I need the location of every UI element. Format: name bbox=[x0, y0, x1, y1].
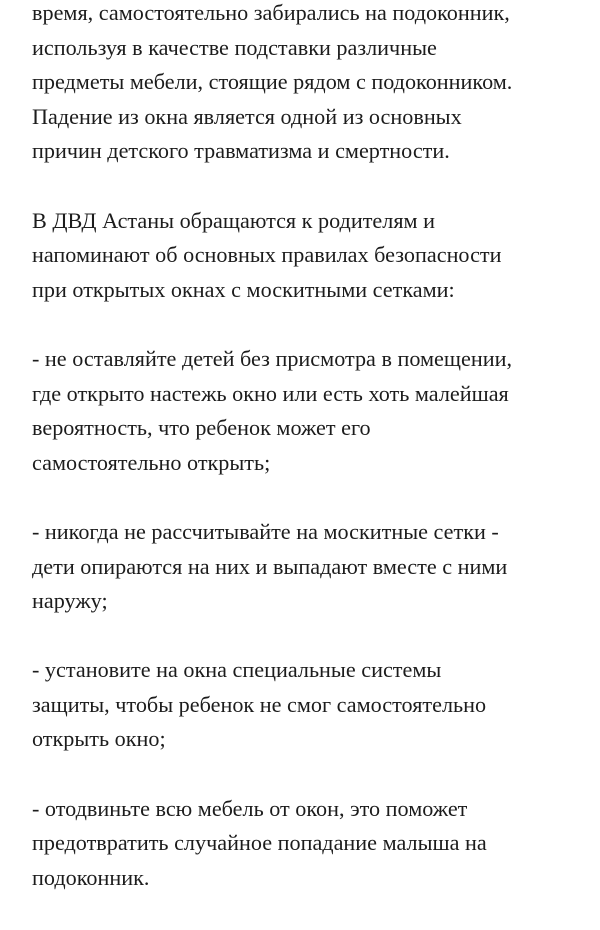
paragraph-rule-furniture bbox=[32, 792, 588, 896]
paragraph-appeal bbox=[32, 204, 588, 308]
text-line: Падение из окна является одной из основных bbox=[32, 103, 462, 129]
paragraph-rule-protection-systems bbox=[32, 653, 588, 757]
text-line: защиты, чтобы ребенок не смог самостоятельно bbox=[32, 691, 487, 717]
text-line: самостоятельно открыть; bbox=[32, 449, 271, 475]
text-line: при открытых окнах с москитными сетками: bbox=[32, 276, 455, 302]
text-line: где открыто настежь окно или есть хоть малейшая bbox=[32, 380, 509, 406]
text-line: - установите на окна специальные системы bbox=[32, 657, 442, 683]
text-line: напоминают об основных правилах безопасности bbox=[32, 242, 502, 268]
text-line: - не оставляйте детей без присмотра в помещении, bbox=[32, 345, 513, 371]
text-line: время, самостоятельно забирались на подоконник, bbox=[32, 0, 510, 25]
paragraph-rule-supervision bbox=[32, 342, 588, 480]
text-line: предметы мебели, стоящие рядом с подоконником. bbox=[32, 69, 513, 95]
text-line: предотвратить случайное попадание малыша на bbox=[32, 830, 487, 856]
text-line: - никогда не рассчитывайте на москитные сетки - bbox=[32, 518, 499, 544]
text-line: наружу; bbox=[32, 588, 108, 614]
text-line: открыть окно; bbox=[32, 726, 166, 752]
text-line: используя в качестве подставки различные bbox=[32, 34, 437, 60]
text-line: подоконник. bbox=[32, 864, 150, 890]
paragraph-intro bbox=[32, 0, 588, 169]
text-line: причин детского травматизма и смертности. bbox=[32, 138, 450, 164]
text-line: В ДВД Астаны обращаются к родителям и bbox=[32, 207, 436, 233]
article-body bbox=[32, 0, 588, 930]
paragraph-rule-mosquito-nets bbox=[32, 515, 588, 619]
text-line: - отодвиньте всю мебель от окон, это поможет bbox=[32, 795, 468, 821]
text-line: дети опираются на них и выпадают вместе с ними bbox=[32, 553, 508, 579]
text-line: вероятность, что ребенок может его bbox=[32, 415, 371, 441]
